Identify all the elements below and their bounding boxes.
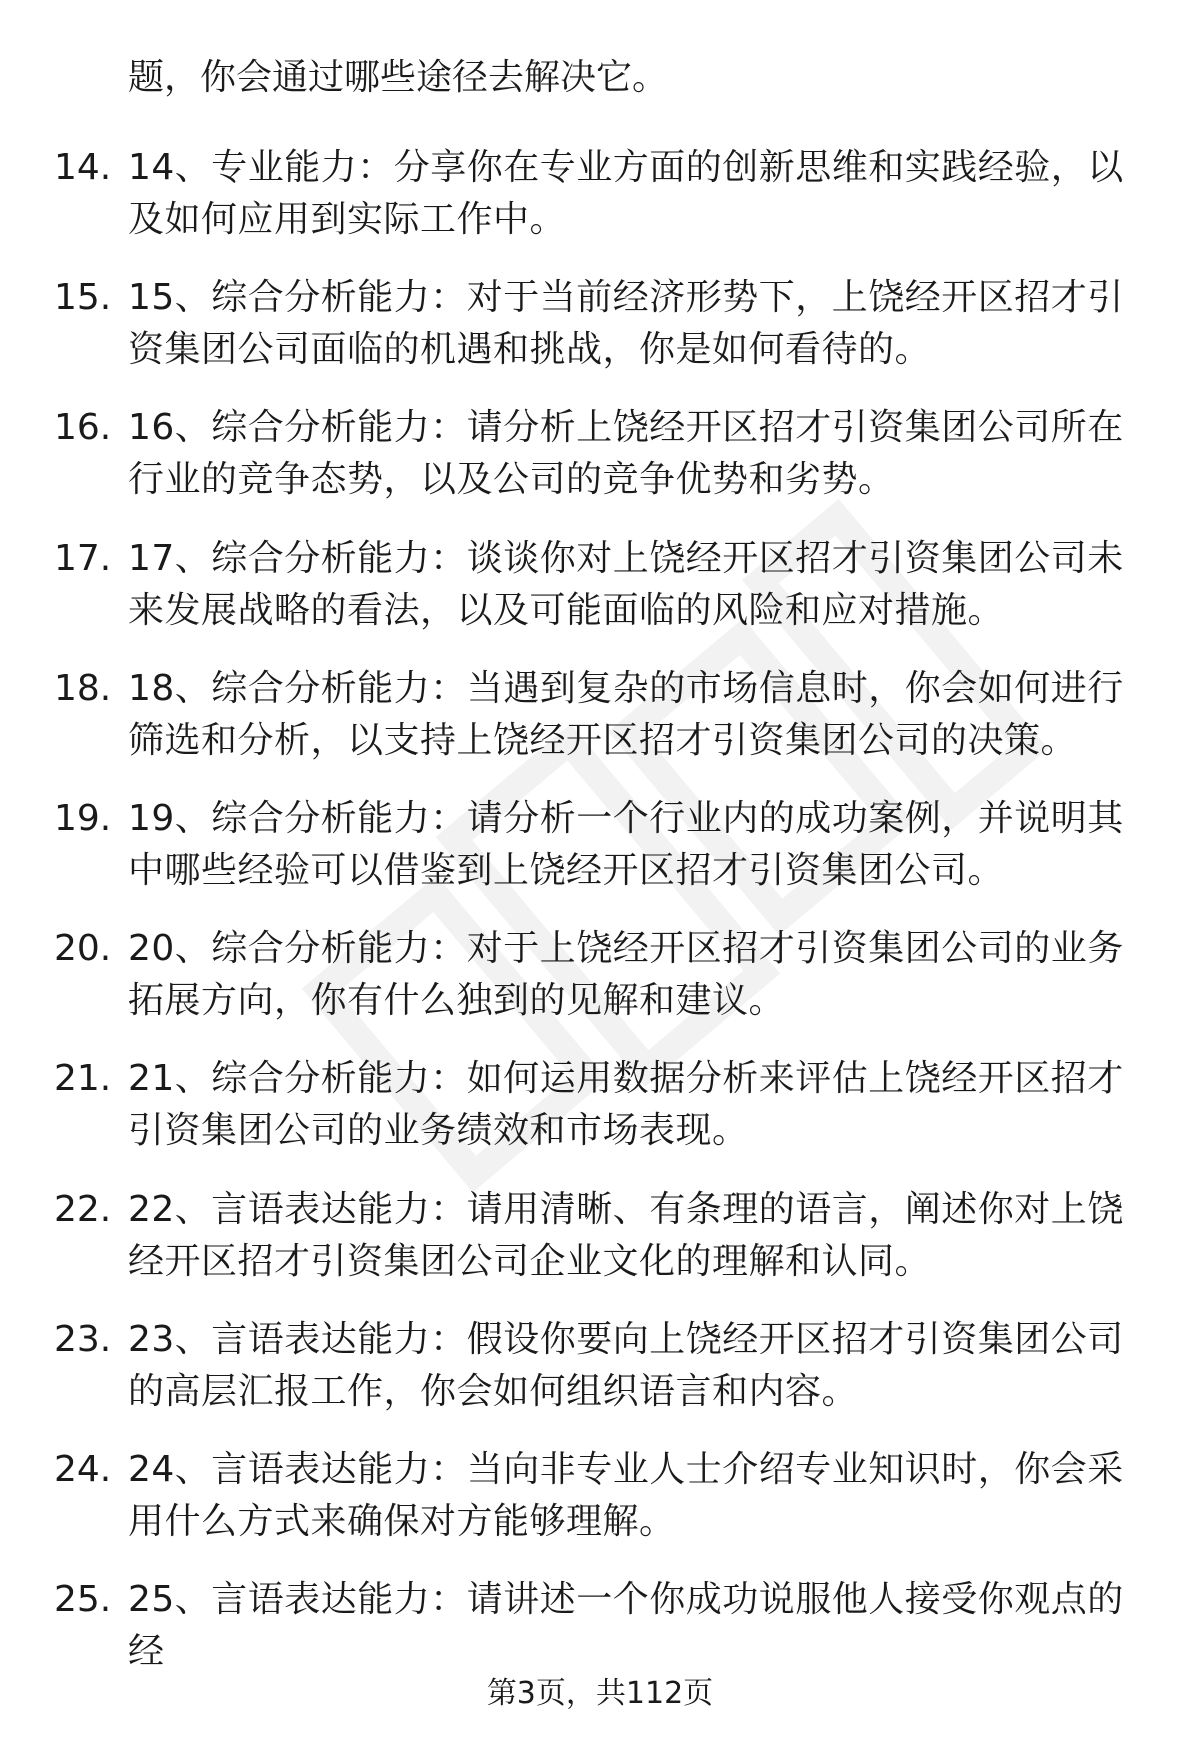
list-item bbox=[0, 142, 1200, 272]
list-item-text: 25、言语表达能力：请讲述一个你成功说服他人接受你观点的经 bbox=[128, 1579, 1124, 1673]
list-item-number: 22. bbox=[54, 1188, 112, 1230]
list-item-text: 18、综合分析能力：当遇到复杂的市场信息时，你会如何进行筛选和分析，以支持上饶经开区招才引资集团公司的决策。 bbox=[128, 667, 1124, 761]
list-item-number: 21. bbox=[54, 1058, 112, 1100]
list-item-number: 25. bbox=[54, 1579, 112, 1621]
list-item-text: 20、综合分析能力：对于上饶经开区招才引资集团公司的业务拓展方向，你有什么独到的见解和建议。 bbox=[128, 928, 1124, 1022]
question-list bbox=[0, 142, 1200, 1704]
list-item bbox=[0, 272, 1200, 402]
list-item-number: 15. bbox=[54, 277, 112, 319]
list-item-text: 19、综合分析能力：请分析一个行业内的成功案例，并说明其中哪些经验可以借鉴到上饶经开区招才引资集团公司。 bbox=[128, 797, 1124, 891]
list-item-number: 17. bbox=[54, 537, 112, 579]
list-item bbox=[0, 1184, 1200, 1314]
list-item bbox=[0, 402, 1200, 532]
list-item bbox=[0, 1053, 1200, 1183]
list-item-text: 17、综合分析能力：谈谈你对上饶经开区招才引资集团公司未来发展战略的看法，以及可能面临的风险和应对措施。 bbox=[128, 537, 1124, 631]
list-item-number: 16. bbox=[54, 407, 112, 449]
list-item bbox=[0, 1314, 1200, 1444]
list-item-number: 24. bbox=[54, 1448, 112, 1490]
list-item-number: 19. bbox=[54, 797, 112, 839]
list-item-number: 23. bbox=[54, 1318, 112, 1360]
list-item-text: 16、综合分析能力：请分析上饶经开区招才引资集团公司所在行业的竞争态势，以及公司的竞争优势和劣势。 bbox=[128, 407, 1124, 501]
page-footer: 第3页，共112页 bbox=[486, 1676, 714, 1711]
list-item bbox=[0, 923, 1200, 1053]
list-item-number: 14. bbox=[54, 147, 112, 188]
list-item bbox=[0, 1444, 1200, 1574]
list-item-text: 22、言语表达能力：请用清晰、有条理的语言，阐述你对上饶经开区招才引资集团公司企业文化的理解和认同。 bbox=[128, 1188, 1124, 1282]
continuation-line: 题，你会通过哪些途径去解决它。 bbox=[128, 57, 669, 98]
list-item-number: 20. bbox=[54, 928, 112, 970]
list-item bbox=[0, 793, 1200, 923]
list-item-text: 23、言语表达能力：假设你要向上饶经开区招才引资集团公司的高层汇报工作，你会如何组织语言和内容。 bbox=[128, 1318, 1124, 1412]
list-item-text: 15、综合分析能力：对于当前经济形势下，上饶经开区招才引资集团公司面临的机遇和挑战，你是如何看待的。 bbox=[128, 277, 1124, 371]
list-item bbox=[0, 663, 1200, 793]
list-item-text: 14、专业能力：分享你在专业方面的创新思维和实践经验，以及如何应用到实际工作中。 bbox=[128, 147, 1124, 240]
list-item-text: 21、综合分析能力：如何运用数据分析来评估上饶经开区招才引资集团公司的业务绩效和市场表现。 bbox=[128, 1058, 1124, 1152]
list-item-number: 18. bbox=[54, 667, 112, 709]
list-item-text: 24、言语表达能力：当向非专业人士介绍专业知识时，你会采用什么方式来确保对方能够理解。 bbox=[128, 1448, 1124, 1542]
list-item bbox=[0, 533, 1200, 663]
